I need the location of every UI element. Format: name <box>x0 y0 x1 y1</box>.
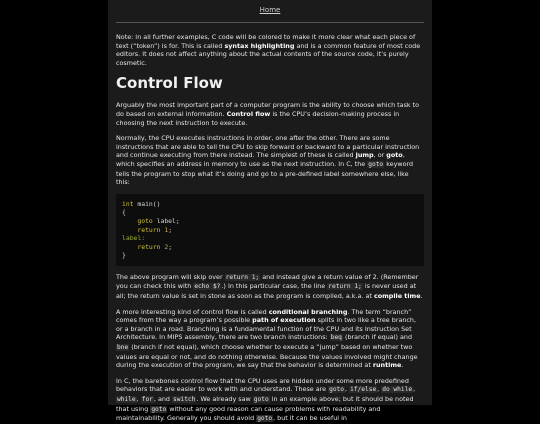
inline-code: return 1; <box>328 283 362 291</box>
text: without any good reason can cause problems with readability and maintainability. Generally you should avoid <box>116 404 381 423</box>
inline-code: while <box>117 396 136 403</box>
text: . <box>401 361 404 370</box>
text: .) In this particular case, the line <box>221 282 328 291</box>
text: , and <box>153 395 173 403</box>
term-path-of-execution: path of execution <box>252 316 316 325</box>
code-number: 1 <box>164 225 169 234</box>
inline-code: bne <box>117 344 129 352</box>
code-keyword: int <box>122 199 134 208</box>
term-runtime: runtime <box>372 361 402 370</box>
paragraph-2 <box>116 134 424 187</box>
text: is never used at all; the return value is set in stone as soon as the program is compiled, a.k.a. at <box>116 282 417 301</box>
paragraph-1 <box>116 101 424 127</box>
text: A more interesting kind of control flow is called <box>116 307 269 316</box>
text: , or <box>373 151 387 160</box>
code-label: label: <box>122 234 146 243</box>
code-text: ; <box>168 225 173 234</box>
code-keyword: return <box>137 242 161 251</box>
text: , <box>413 385 416 394</box>
term-goto: goto <box>386 151 403 160</box>
code-text: } <box>122 251 126 260</box>
text: keyword tells the program to stop what it’s doing and go to a pre-defined label somewhere else, like this: <box>116 159 414 187</box>
page <box>108 0 432 423</box>
text: Normally, the CPU executes instructions in order, one after the other. There are some instructions that are able to tell the CPU to skip forward or backward to a particular instruction and continue executing from there instead. The simplest of these is called <box>116 134 420 160</box>
inline-code: goto <box>257 415 273 423</box>
code-keyword: goto <box>137 216 153 225</box>
inline-code: if/else <box>350 386 377 394</box>
code-text: { <box>122 208 126 217</box>
inline-code: goto <box>329 386 345 394</box>
text: (branch if not equal), which choose whether to execute a “jump” based on whether two values are equal or not, and do nothing otherwise. Because the values involved might change during the execution of the program, we say that the behavior is determined at <box>116 343 418 370</box>
text: The above program will skip over <box>116 272 225 281</box>
inline-code: switch <box>173 396 196 403</box>
text: (branch if equal) and <box>342 333 413 342</box>
text: Note: In all further examples, C code will be colored to make it more clear what each piece of text (“token”) is for. This is called <box>116 33 416 50</box>
text: and instead give a return value of 2. (Remember you can check this with <box>116 272 419 291</box>
inline-code: for <box>141 396 153 403</box>
inline-code: goto <box>368 160 384 168</box>
inline-code: goto <box>253 396 269 403</box>
text: , <box>136 395 141 403</box>
text: and is a common feature of most code editors. It does not affect anything about the actual contents of the source code, it’s purely cosmetic. <box>116 41 421 67</box>
text: in an example above; but it should be noted that using <box>116 395 414 413</box>
term-jump: jump <box>355 151 374 160</box>
term-conditional-branching: conditional branching <box>268 307 348 316</box>
text: . We already saw <box>196 395 253 403</box>
paragraph-3 <box>116 273 424 301</box>
note-paragraph <box>116 33 424 67</box>
section-heading: Control Flow <box>116 74 223 93</box>
text: . <box>420 292 423 301</box>
text: , <box>377 385 382 394</box>
term-compile-time: compile time <box>373 292 421 301</box>
text: In C, the barebones control flow that the CPU uses are hidden under some more predefined behaviors that are easier to work with and understand. These are <box>116 376 409 394</box>
text: . The term “branch” comes from the way a program’s possible <box>116 307 412 325</box>
inline-code: beq <box>330 334 342 342</box>
divider <box>116 22 424 23</box>
inline-code: return 1; <box>225 273 260 281</box>
code-keyword: return <box>137 225 161 234</box>
inline-code: goto <box>151 405 167 413</box>
paragraph-5 <box>116 377 424 424</box>
text: is the CPU’s decision-making process in choosing the next instruction to execute. <box>116 109 400 127</box>
text: , <box>345 385 350 394</box>
text: Arguably the most important part of a computer program is the ability to choose which task to do based on external information. <box>116 101 420 118</box>
text: , which specifies an address in memory to use as the next instruction. In C, the <box>116 151 405 168</box>
term-control-flow: Control flow <box>226 109 271 118</box>
code-text: main() <box>133 199 161 208</box>
top-nav <box>116 0 424 18</box>
paragraph-4 <box>116 308 424 370</box>
text: , but it can be useful in <box>273 414 347 423</box>
text: splits in two like a tree branch, or a branch in a road. Branching is a fundamental function of the CPU and its Instruction Set Architecture. In MIPS assembly, there are two branch instructions: <box>116 316 417 342</box>
home-link[interactable]: Home <box>259 6 281 14</box>
inline-code: echo $? <box>194 283 221 291</box>
article <box>108 0 432 424</box>
term-syntax-highlighting: syntax highlighting <box>224 41 295 50</box>
code-text: label; <box>152 216 180 225</box>
code-block <box>116 194 424 266</box>
inline-code: do while <box>382 386 413 394</box>
code-number: 2 <box>164 242 169 251</box>
code-text: ; <box>168 242 173 251</box>
